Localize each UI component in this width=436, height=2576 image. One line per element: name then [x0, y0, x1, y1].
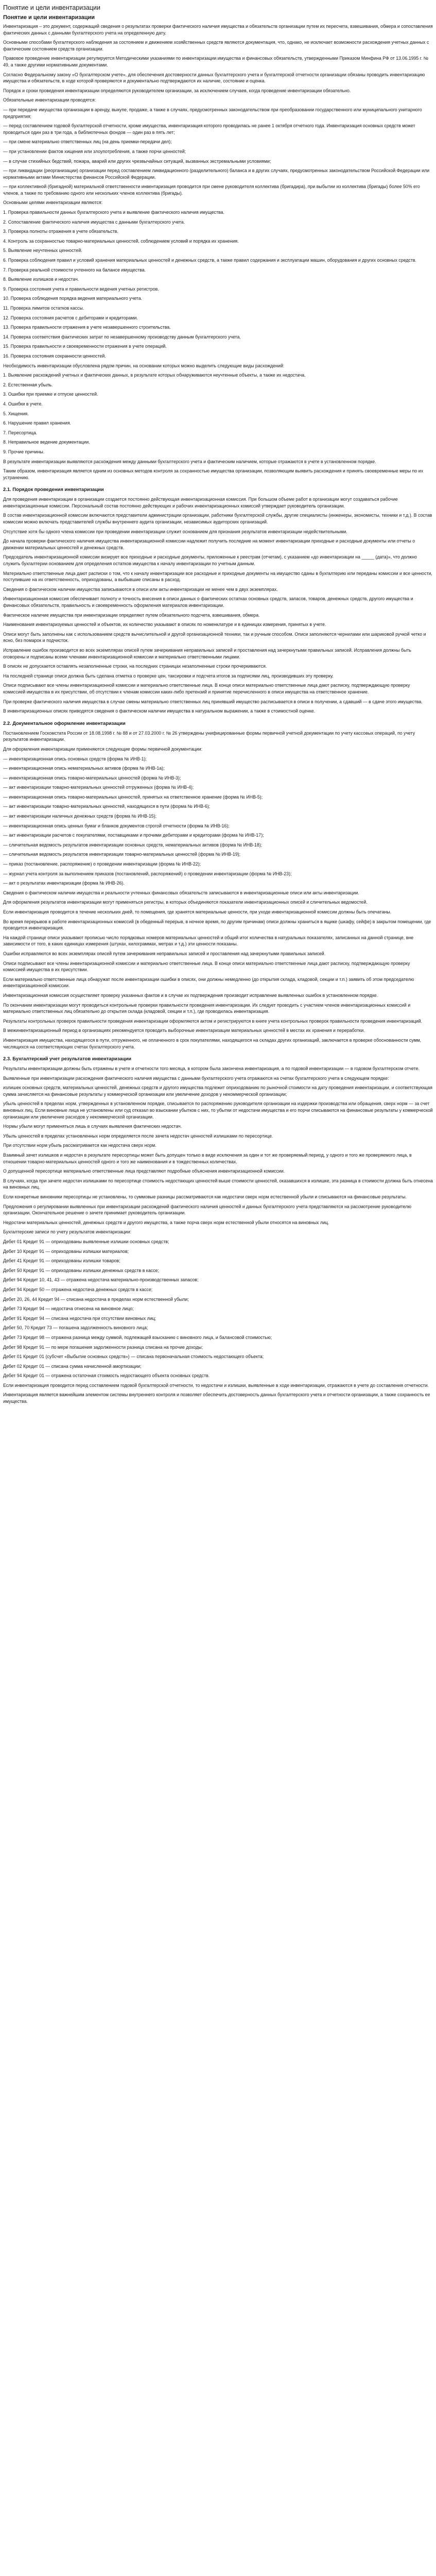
- paragraph: 6. Нарушение правил хранения.: [3, 420, 71, 426]
- paragraph: — инвентаризационная опись основных средств (форма № ИНВ-1);: [3, 756, 147, 761]
- paragraph: Инвентаризация – это документ, содержащий сведения о результатах проверки фактического наличия имущества и обязательств организации путем их пересчета, взвешивания, обмера и сопоставления фактических данных с данными бухгалтерского учета на определенную дату.: [3, 24, 433, 36]
- paragraph: Описи могут быть заполнены как с использованием средств вычислительной и другой организационной техники, так и ручным способом. Описи заполняются чернилами или шариковой ручкой четко и ясно, без помарок и подчисток.: [3, 631, 426, 643]
- paragraph: В результате инвентаризации выявляются расхождения между данными бухгалтерского учета и фактическим наличием, которые отражаются в учете в установленном порядке.: [3, 459, 376, 464]
- paragraph: Предложения о регулировании выявленных при инвентаризации расхождений фактического наличия ценностей и данных бухгалтерского учета представляются на рассмотрение руководителю организации. Окончательное решение о зачете принимает руководитель организации.: [3, 1204, 412, 1216]
- page-subtitle: Понятие и цели инвентаризации: [3, 14, 95, 21]
- paragraph: 15. Проверка правильности и своевременности отражения в учете операций.: [3, 344, 167, 349]
- paragraph: — в случае стихийных бедствий, пожара, аварий или других чрезвычайных ситуаций, вызванных экстремальными условиями;: [3, 158, 271, 164]
- paragraph: Если материально ответственные лица обнаружат после инвентаризации ошибки в описях, они должны немедленно (до открытия склада, кладовой, секции и т.п.) заявить об этом председателю инвентаризационной комиссии.: [3, 976, 414, 989]
- document-body: [3, 23, 433, 1405]
- paragraph: Основными целями инвентаризации являются:: [3, 200, 103, 206]
- document-section: [3, 720, 433, 1050]
- paragraph: 14. Проверка соответствия фактических затрат по незавершенному производству данным бухгалтерского учета.: [3, 334, 241, 340]
- paragraph: — при передаче имущества организации в аренду, выкупе, продаже, а также в случаях, предусмотренных законодательством при преобразовании государственного или муниципального унитарного предприятия;: [3, 107, 422, 119]
- paragraph: Согласно Федеральному закону «О бухгалтерском учете», для обеспечения достоверности данных бухгалтерского учета и бухгалтерской отчетности организации обязаны проводить инвентаризацию имущества и обязательств, в ходе которой проверяются и документально подтверждаются их наличие, состояние и оценка.: [3, 72, 425, 84]
- paragraph: Если конкретные виновники пересортицы не установлены, то суммовые разницы рассматриваются как недостачи сверх норм естественной убыли и списываются на финансовые результаты.: [3, 1194, 407, 1199]
- paragraph: Для оформления инвентаризации применяются следующие формы первичной документации:: [3, 746, 203, 752]
- paragraph: Дебет 91 Кредит 94 — списана недостача при отсутствии виновных лиц;: [3, 1315, 156, 1321]
- paragraph: Дебет 50, 70 Кредит 73 — погашена задолженность виновного лица;: [3, 1325, 148, 1331]
- section-heading: 2.3. Бухгалтерский учет результатов инвентаризации: [3, 1056, 131, 1062]
- paragraph: На каждой странице описи указывают прописью число порядковых номеров материальных ценностей и общий итог количества в натуральных показателях, записанных на данной странице, вне зависимости от того, в каких единицах измерения (штуках, килограммах, метрах и т.д.) эти ценности показаны.: [3, 935, 414, 947]
- paragraph: Дебет 73 Кредит 98 — отражена разница между суммой, подлежащей взысканию с виновного лица, и балансовой стоимостью;: [3, 1334, 272, 1340]
- paragraph: Фактическое наличие имущества при инвентаризации определяют путем обязательного подсчета, взвешивания, обмера.: [3, 612, 260, 618]
- paragraph: 2. Сопоставление фактического наличия имущества с данными бухгалтерского учета.: [3, 219, 185, 225]
- paragraph: 5. Хищения.: [3, 411, 29, 416]
- paragraph: На последней странице описи должна быть сделана отметка о проверке цен, таксировки и подсчета итогов за подписями лиц, производивших эту проверку.: [3, 673, 334, 679]
- paragraph: — при смене материально ответственных лиц (на день приемки-передачи дел);: [3, 139, 172, 145]
- page-title: Понятие и цели инвентаризации: [3, 4, 101, 11]
- paragraph: Дебет 02 Кредит 01 — списана сумма начисленной амортизации;: [3, 1363, 142, 1369]
- paragraph: Инвентаризационная комиссия осуществляет проверку указанных фактов и в случае их подтверждения производит исправление выявленных ошибок в установленном порядке.: [3, 992, 378, 998]
- paragraph: Инвентаризационная комиссия обеспечивает полноту и точность внесения в описи данных о фактических остатках основных средств, запасов, товаров, денежных средств, другого имущества и финансовых обязательств, правильность и своевременность оформления материалов инвентаризации.: [3, 596, 413, 608]
- paragraph: Инвентаризация является важнейшим элементом системы внутреннего контроля и позволяет обеспечить достоверность данных бухгалтерского учета и отчетности организации, а также сохранность ее имущества.: [3, 1392, 430, 1404]
- paragraph: 6. Проверка соблюдения правил и условий хранения материальных ценностей и денежных средств, а также правил содержания и эксплуатации машин, оборудования и других основных средств.: [3, 258, 416, 263]
- paragraph: — инвентаризационная опись товарно-материальных ценностей, принятых на ответственное хранение (форма № ИНВ-5);: [3, 794, 263, 800]
- paragraph: — журнал учета контроля за выполнением приказов (постановлений, распоряжений) о проведении инвентаризации (форма № ИНВ-23);: [3, 871, 292, 876]
- paragraph: Выявленные при инвентаризации расхождения фактического наличия имущества с данными бухгалтерского учета отражаются на счетах бухгалтерского учета в следующем порядке:: [3, 1075, 389, 1081]
- paragraph: Материально ответственные лица дают расписки о том, что к началу инвентаризации все расходные и приходные документы на имущество сданы в бухгалтерию или переданы комиссии и все ценности, поступившие на их ответственность, оприходованы, а выбывшие списаны в расход.: [3, 570, 432, 583]
- paragraph: Порядок и сроки проведения инвентаризации определяются руководителем организации, за исключением случаев, когда проведение инвентаризации обязательно.: [3, 88, 351, 93]
- paragraph: Убыль ценностей в пределах установленных норм определяется после зачета недостач ценностей излишками по пересортице.: [3, 1133, 273, 1139]
- paragraph: Описи подписывают все члены инвентаризационной комиссии и материально ответственные лица. В конце описи материально ответственные лица дают расписку, подтверждающую проверку комиссией имущества в их присутствии.: [3, 960, 410, 973]
- section-heading: 2.2. Документальное оформление инвентаризации: [3, 720, 126, 726]
- paragraph: — инвентаризационная опись нематериальных активов (форма № ИНВ-1а);: [3, 766, 165, 771]
- paragraph: — сличительная ведомость результатов инвентаризации товарно-материальных ценностей (форма № ИНВ-19);: [3, 852, 241, 857]
- paragraph: 1. Выявление расхождений учетных и фактических данных, в результате которых обнаруживаются неучтенные объекты, а также их недостача.: [3, 372, 306, 378]
- paragraph: 12. Проверка состояния расчетов с дебиторами и кредиторами.: [3, 315, 138, 320]
- paragraph: 13. Проверка правильности отражения в учете незавершенного строительства.: [3, 325, 171, 330]
- paragraph: Дебет 94 Кредит 50 — отражена недостача денежных средств в кассе;: [3, 1286, 153, 1292]
- paragraph: В инвентаризационных описях приводятся сведения о фактическом наличии имущества в натуральном выражении, а также в стоимостной оценке.: [3, 708, 316, 714]
- paragraph: Правовое проведение инвентаризации регулируется Методическими указаниями по инвентаризации имущества и финансовых обязательств, утвержденными Приказом Минфина РФ от 13.06.1995 г. № 49, а также другими нормативными документами.: [3, 56, 429, 67]
- paragraph: Если инвентаризация проводится перед составлением годовой бухгалтерской отчетности, то недостачи и излишки, выявленные в ходе инвентаризации, отражаются в учете до составления отчетности.: [3, 1382, 429, 1388]
- section-heading: 2.1. Порядок проведения инвентаризации: [3, 486, 104, 493]
- paragraph: Бухгалтерские записи по учету результатов инвентаризации:: [3, 1229, 131, 1235]
- paragraph: 3. Ошибки при приемке и отпуске ценностей.: [3, 392, 98, 397]
- paragraph: 8. Выявление излишков и недостач.: [3, 277, 79, 282]
- paragraph: Постановлением Госкомстата России от 18.08.1998 г. № 88 и от 27.03.2000 г. № 26 утверждены унифицированные формы первичной учетной документации по учету кассовых операций, по учету результатов инвентаризации.: [3, 730, 415, 742]
- paragraph: излишек основных средств, материальных ценностей, денежных средств и другого имущества подлежит оприходованию по рыночной стоимости на дату проведения инвентаризации, и соответствующая сумма зачисляется на финансовые результаты у коммерческой организации или увеличение доходов у некоммерческой организации;: [3, 1085, 433, 1097]
- paragraph: В описях не допускается оставлять незаполненные строки, на последних страницах незаполненные строки прочеркиваются.: [3, 664, 267, 669]
- paragraph: Недостачи материальных ценностей, денежных средств и другого имущества, а также порча сверх норм естественной убыли относятся на виновных лиц.: [3, 1219, 329, 1225]
- paragraph: Необходимость инвентаризации обусловлена рядом причин, на основании которых можно выделить следующие виды расхождений:: [3, 363, 285, 368]
- paragraph: 5. Выявление неучтенных ценностей.: [3, 248, 82, 253]
- paragraph: Сведения о фактическом наличии имущества записываются в описи или акты инвентаризации не менее чем в двух экземплярах.: [3, 586, 278, 592]
- paragraph: 8. Неправильное ведение документации.: [3, 439, 90, 445]
- paragraph: Дебет 20, 26, 44 Кредит 94 — списана недостача в пределах норм естественной убыли;: [3, 1296, 189, 1302]
- paragraph: — перед составлением годовой бухгалтерской отчетности, кроме имущества, инвентаризация которого проводилась не ранее 1 октября отчетного года. Инвентаризация основных средств может проводиться один раз в три года, а библиотечных фондов — один раз в пять лет;: [3, 123, 415, 135]
- paragraph: Дебет 73 Кредит 94 — недостача отнесена на виновное лицо;: [3, 1306, 134, 1312]
- paragraph: До начала проверки фактического наличия имущества инвентаризационной комиссии надлежит получить последние на момент инвентаризации приходные и расходные документы или отчеты о движении материальных ценностей и денежных средств.: [3, 538, 415, 550]
- paragraph: 9. Проверка состояния учета и правильности ведения учетных регистров.: [3, 286, 159, 292]
- paragraph: Сведения о фактическом наличии имущества и реальности учтенных финансовых обязательств записываются в инвентаризационные описи или акты инвентаризации.: [3, 890, 359, 895]
- paragraph: — инвентаризационная опись товарно-материальных ценностей (форма № ИНВ-3);: [3, 775, 181, 781]
- paragraph: Отсутствие хотя бы одного члена комиссии при проведении инвентаризации служит основанием для признания результатов инвентаризации недействительными.: [3, 529, 347, 534]
- paragraph: Дебет 94 Кредит 01 — отражена остаточная стоимость недостающего объекта основных средств.: [3, 1373, 210, 1379]
- paragraph: Основными способами бухгалтерского наблюдения за состоянием и движением хозяйственных средств являются документация, что, однако, не исключает возможности расхождения учетных данных с фактическим состоянием средств организации.: [3, 40, 429, 52]
- paragraph: Председатель инвентаризационной комиссии визирует все приходные и расходные документы, приложенные к реестрам (отчетам), с указанием «до инвентаризации на _____ (дата)», что должно служить бухгалтерии основанием для определения остатков имущества к началу инвентаризации по учетным данным.: [3, 554, 417, 567]
- document-section: [3, 1055, 433, 1405]
- paragraph: Дебет 94 Кредит 10, 41, 43 — отражена недостача материально-производственных запасов;: [3, 1277, 199, 1283]
- paragraph: — инвентаризационная опись ценных бумаг и бланков документов строгой отчетности (форма № ИНВ-16);: [3, 823, 230, 828]
- paragraph: — приказ (постановление, распоряжение) о проведении инвентаризации (форма № ИНВ-22);: [3, 861, 201, 867]
- paragraph: Во время перерывов в работе инвентаризационных комиссий (в обеденный перерыв, в ночное время, по другим причинам) описи должны храниться в ящике (шкафу, сейфе) в закрытом помещении, где проводится инвентаризация.: [3, 919, 431, 931]
- paragraph: — акт о результатах инвентаризации (форма № ИНВ-26).: [3, 880, 125, 886]
- paragraph: 16. Проверка состояния сохранности ценностей.: [3, 353, 106, 359]
- paragraph: Дебет 10 Кредит 91 — оприходованы излишки материалов;: [3, 1248, 129, 1254]
- paragraph: 4. Контроль за сохранностью товарно-материальных ценностей, соблюдением условий и порядка их хранения.: [3, 238, 239, 244]
- paragraph: Если инвентаризация проводится в течение нескольких дней, то помещения, где хранятся материальные ценности, при уходе инвентаризационной комиссии должны быть опечатаны.: [3, 909, 392, 914]
- document-section: [3, 486, 433, 714]
- paragraph: 7. Пересортица.: [3, 430, 38, 435]
- paragraph: Дебет 41 Кредит 91 — оприходованы излишки товаров;: [3, 1258, 120, 1264]
- paragraph: — акт инвентаризации товарно-материальных ценностей, находящихся в пути (форма № ИНВ-6);: [3, 804, 211, 809]
- paragraph: По окончании инвентаризации могут проводиться контрольные проверки правильности проведения инвентаризации. Их следует проводить с участием членов инвентаризационных комиссий и материально ответственных лиц обязательно до открытия склада (кладовой, секции и т.п.), где проводилась инвентаризация.: [3, 1002, 411, 1014]
- paragraph: Таким образом, инвентаризация является одним из основных методов контроля за сохранностью имущества организации, позволяющим выявить расхождения и принять своевременные меры по их устранению.: [3, 468, 424, 480]
- paragraph: Для проведения инвентаризации в организации создается постоянно действующая инвентаризационная комиссия. При большом объеме работ в организации могут создаваться рабочие инвентаризационные комиссии. Персональный состав постоянно действующих и рабочих инвентаризационных комиссий утверждает руководитель организации.: [3, 497, 398, 509]
- paragraph: В состав инвентаризационной комиссии включаются представители администрации организации, работники бухгалтерской службы, другие специалисты (инженеры, экономисты, техники и т.д.). В состав комиссии можно включать представителей службы внутреннего аудита организации, независимых аудиторских организаций.: [3, 513, 432, 525]
- paragraph: убыль ценностей в пределах норм, утвержденных в установленном порядке, списывается по распоряжению руководителя организации на издержки производства или обращения, сверх норм — за счет виновных лиц. Если виновные лица не установлены или суд отказал во взыскании убытков с них, то убытки от недостачи имущества и его порчи списываются на финансовые результаты у коммерческой организации или увеличение расходов у некоммерческой организации.: [3, 1101, 433, 1120]
- paragraph: Наименования инвентаризуемых ценностей и объектов, их количество указывают в описях по номенклатуре и в единицах измерения, принятых в учете.: [3, 622, 326, 628]
- paragraph: При проверке фактического наличия имущества в случае смены материально ответственных лиц принявший имущество расписывается в описи в получении, а сдавший — в сдаче этого имущества.: [3, 699, 423, 704]
- paragraph: — при ликвидации (реорганизации) организации перед составлением ликвидационного (разделительного) баланса и в других случаях, предусмотренных законодательством Российской Федерации или нормативными актами Министерства финансов Российской Федерации.: [3, 168, 430, 180]
- paragraph: — при коллективной (бригадной) материальной ответственности инвентаризация проводится при смене руководителя коллектива (бригадира), при выбытии из коллектива (бригады) более 50% его членов, а также по требованию одного или нескольких членов коллектива (бригады).: [3, 184, 420, 196]
- paragraph: Ошибки исправляются во всех экземплярах описей путем зачеркивания неправильных записей и проставления над зачеркнутыми правильных записей.: [3, 951, 326, 956]
- paragraph: В случаях, когда при зачете недостач излишками по пересортице стоимость недостающих ценностей выше стоимости ценностей, оказавшихся в излишке, эта разница в стоимости должна быть отнесена на виновных лиц.: [3, 1178, 433, 1190]
- paragraph: 3. Проверка полноты отражения в учете обязательств.: [3, 229, 118, 234]
- paragraph: Результаты инвентаризации должны быть отражены в учете и отчетности того месяца, в котором была закончена инвентаризация, а по годовой инвентаризации — в годовом бухгалтерском отчете.: [3, 1066, 420, 1072]
- paragraph: 9. Прочие причины.: [3, 449, 45, 454]
- paragraph: 10. Проверка соблюдения порядка ведения материального учета.: [3, 296, 143, 301]
- paragraph: Для оформления результатов инвентаризации могут применяться регистры, в которых объединяются показатели инвентаризационных описей и сличительных ведомостей.: [3, 900, 368, 905]
- paragraph: В межинвентаризационный период в организациях рекомендуется проводить выборочные инвентаризации материальных ценностей в местах их хранения и переработки.: [3, 1028, 365, 1033]
- paragraph: Взаимный зачет излишков и недостач в результате пересортицы может быть допущен только в виде исключения за один и тот же проверяемый период, у одного и того же проверяемого лица, в отношении товарно-материальных ценностей одного и того же наименования и в тождественных количествах.: [3, 1153, 412, 1164]
- document-section: [3, 23, 433, 481]
- paragraph: — сличительная ведомость результатов инвентаризации основных средств, нематериальных активов (форма № ИНВ-18);: [3, 842, 263, 848]
- paragraph: — акт инвентаризации наличных денежных средств (форма № ИНВ-15);: [3, 814, 157, 819]
- paragraph: Результаты контрольных проверок правильности проведения инвентаризации оформляются актом и регистрируются в книге учета контрольных проверок правильности проведения инвентаризаций.: [3, 1018, 422, 1024]
- paragraph: — акт инвентаризации товарно-материальных ценностей отгруженных (форма № ИНВ-4);: [3, 785, 194, 790]
- paragraph: — акт инвентаризации расчетов с покупателями, поставщиками и прочими дебиторами и кредиторами (форма № ИНВ-17);: [3, 833, 264, 838]
- paragraph: 4. Ошибки в учете.: [3, 401, 43, 406]
- paragraph: Обязательные инвентаризации проводятся:: [3, 97, 96, 103]
- paragraph: Дебет 50 Кредит 91 — оприходованы излишки денежных средств в кассе;: [3, 1267, 159, 1273]
- paragraph: При отсутствии норм убыль рассматривается как недостача сверх норм.: [3, 1143, 156, 1148]
- paragraph: Исправление ошибок производится во всех экземплярах описей путем зачеркивания неправильных записей и проставления над зачеркнутыми правильных записей. Исправления должны быть оговорены и подписаны всеми членами инвентаризационной комиссии и материально ответственными лицами.: [3, 647, 411, 659]
- paragraph: О допущенной пересортице материально ответственные лица представляют подробные объяснения инвентаризационной комиссии.: [3, 1168, 285, 1174]
- paragraph: — при установлении фактов хищения или злоупотребления, а также порчи ценностей;: [3, 148, 186, 154]
- paragraph: Дебет 01 Кредит 91 — оприходованы выявленные излишки основных средств;: [3, 1239, 169, 1244]
- paragraph: 1. Проверка правильности данных бухгалтерского учета и выявление фактического наличия имущества.: [3, 210, 224, 215]
- paragraph: 7. Проверка реальной стоимости учтенного на балансе имущества.: [3, 267, 146, 273]
- paragraph: Дебет 01 Кредит 01 (субсчет «Выбытие основных средств») — списана первоначальная стоимость недостающего объекта;: [3, 1354, 264, 1360]
- paragraph: Инвентаризация имущества, находящегося в пути, отгруженного, не оплаченного в срок покупателями, находящегося на складах других организаций, заключается в проверке обоснованности сумм, числящихся на соответствующих счетах бухгалтерского учета.: [3, 1037, 422, 1049]
- paragraph: Нормы убыли могут применяться лишь в случаях выявления фактических недостач.: [3, 1124, 182, 1129]
- paragraph: Описи подписывают все члены инвентаризационной комиссии и материально ответственные лица. В конце описи материально ответственные лица дают расписку, подтверждающую проверку комиссией имущества в их присутствии, об отсутствии к членам комиссии каких-либо претензий и принятие перечисленного в описи имущества на ответственное хранение.: [3, 683, 410, 694]
- paragraph: 11. Проверка лимитов остатков кассы.: [3, 306, 84, 311]
- paragraph: Дебет 98 Кредит 91 — по мере погашения задолженности разница списана на прочие доходы;: [3, 1344, 203, 1350]
- paragraph: 2. Естественная убыль.: [3, 382, 53, 387]
